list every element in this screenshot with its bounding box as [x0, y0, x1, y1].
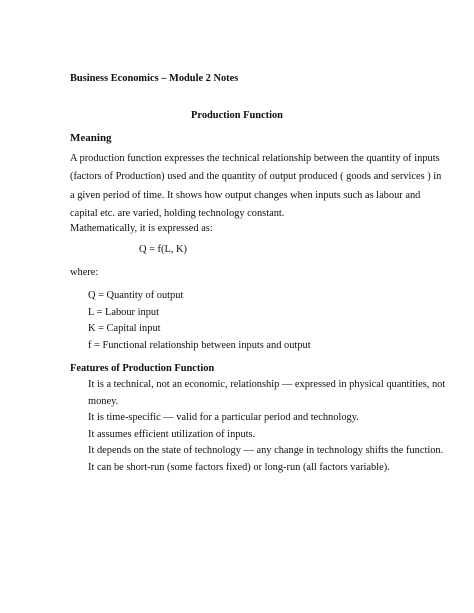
meaning-paragraph-line: capital etc. are varied, holding technology constant. [70, 208, 285, 219]
definition-item: L = Labour input [88, 307, 159, 318]
definition-item: K = Capital input [88, 323, 161, 334]
meaning-paragraph-line: (factors of Production) used and the quantity of output produced ( goods and services ) in [70, 171, 442, 182]
feature-line: It is a technical, not an economic, relationship — expressed in physical quantities, not [88, 379, 446, 390]
definition-item: Q = Quantity of output [88, 290, 184, 301]
formula-intro: Mathematically, it is expressed as: [70, 223, 213, 234]
feature-line: It assumes efficient utilization of inputs. [88, 429, 256, 440]
meaning-heading: Meaning [70, 132, 112, 144]
document-header: Business Economics – Module 2 Notes [70, 73, 239, 84]
feature-line: It is time-specific — valid for a particular period and technology. [88, 412, 359, 423]
meaning-paragraph-line: A production function expresses the technical relationship between the quantity of inputs [70, 153, 440, 164]
feature-line: It depends on the state of technology — any change in technology shifts the function. [88, 445, 444, 456]
section-title: Production Function [191, 110, 283, 121]
where-label: where: [70, 267, 99, 278]
definition-item: f = Functional relationship between inputs and output [88, 340, 311, 351]
feature-line: money. [88, 396, 119, 407]
production-formula: Q = f(L, K) [139, 244, 187, 255]
features-heading: Features of Production Function [70, 363, 215, 374]
meaning-paragraph-line: a given period of time. It shows how output changes when inputs such as labour and [70, 190, 421, 201]
feature-line: It can be short-run (some factors fixed) or long-run (all factors variable). [88, 462, 390, 473]
